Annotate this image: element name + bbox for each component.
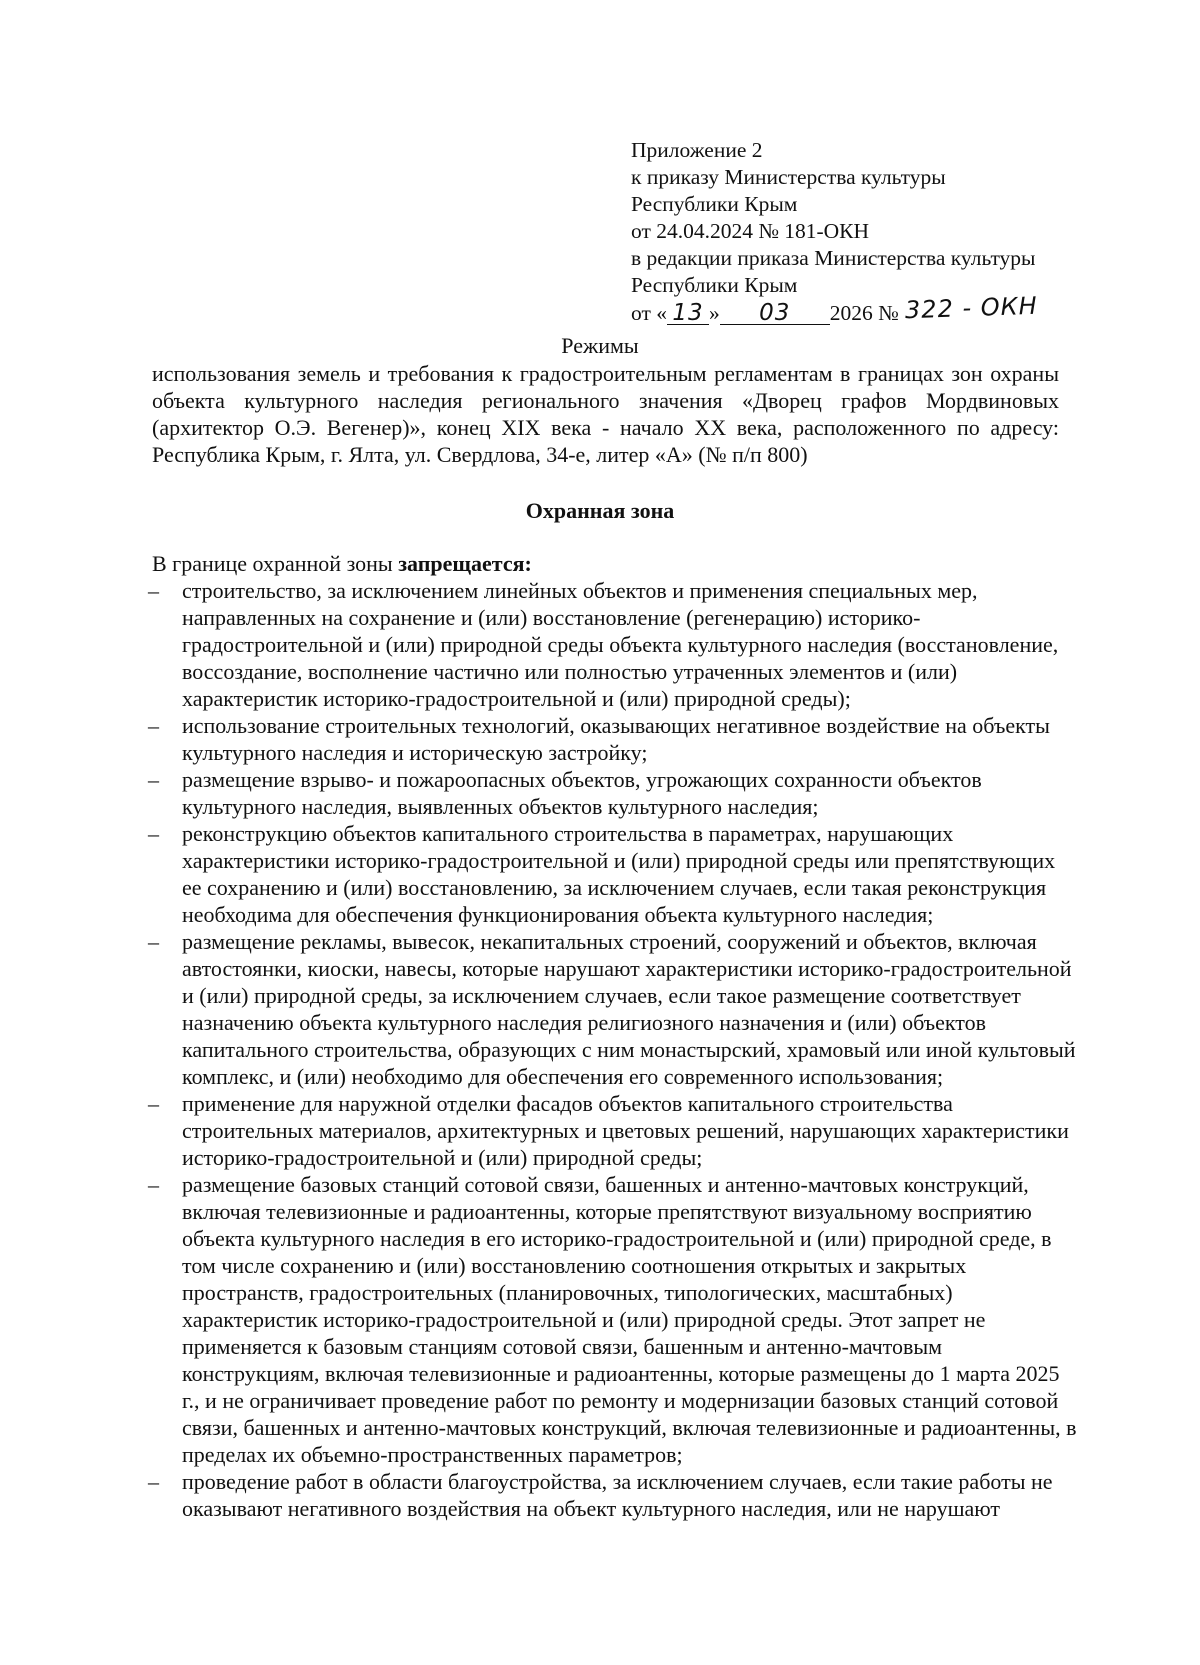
appendix-line-5: в редакции приказа Министерства культуры bbox=[631, 246, 1036, 270]
appendix-line-2: к приказу Министерства культуры bbox=[631, 165, 946, 189]
handwritten-order-number: 322 - ОКН bbox=[904, 291, 1038, 325]
dash-bullet: – bbox=[148, 578, 159, 603]
document-title: Режимы bbox=[561, 333, 639, 358]
dash-bullet: – bbox=[148, 1172, 159, 1197]
intro-prefix: В границе охранной зоны bbox=[152, 551, 399, 576]
list-item-text: размещение рекламы, вывесок, некапитальных строений, сооружений и объектов, включая автостоянки, киоски, навесы, которые нарушают характеристики историко-градостроительной и (или) природной среды, за исключением случаев, если такое размещение соответствует назначению объекта культурного наследия религиозного назначения и (или) объектов капитального строительства, образующих с ним монастырский, храмовый или иной культовый комплекс, и (или) необходимо для обеспечения его современного использования; bbox=[182, 929, 1076, 1089]
appendix-header bbox=[631, 137, 1151, 327]
appendix-line-4: от 24.04.2024 № 181-ОКН bbox=[631, 219, 870, 243]
intro-bold: запрещается: bbox=[398, 551, 532, 576]
list-item-text: использование строительных технологий, оказывающих негативное воздействие на объекты культурного наследия и историческую застройку; bbox=[182, 713, 1050, 765]
document-subtitle: использования земель и требования к градостроительным регламентам в границах зон охраны объекта культурного наследия регионального значения «Дворец графов Мордвиновых (архитектор О.Э. Вегенер)», конец XIX века - начало XX века, расположенного по адресу: Республика Крым, г. Ялта, ул. Свердлова, 34-е, литер «А» (№ п/п 800) bbox=[152, 361, 1059, 467]
handwritten-month: 03 bbox=[720, 302, 830, 325]
dash-bullet: – bbox=[148, 767, 159, 792]
list-item-text: применение для наружной отделки фасадов объектов капитального строительства строительных материалов, архитектурных и цветовых решений, нарушающих характеристики историко-градостроительной и (или) природной среды; bbox=[182, 1091, 1069, 1170]
list-item bbox=[148, 1090, 1078, 1171]
appendix-line-1: Приложение 2 bbox=[631, 138, 763, 162]
handwritten-day: 13 bbox=[667, 302, 709, 325]
list-item-text: реконструкцию объектов капитального строительства в параметрах, нарушающих характеристики историко-градостроительной и (или) природной среды или препятствующих ее сохранению и (или) восстановлению, за исключением случаев, если такая реконструкция необходима для обеспечения функционирования объекта культурного наследия; bbox=[182, 821, 1056, 927]
prohibitions-list bbox=[148, 577, 1078, 1522]
list-item bbox=[148, 928, 1078, 1090]
list-item-text: строительство, за исключением линейных объектов и применения специальных мер, направленных на сохранение и (или) восстановление (регенерацию) историко-градостроительной и (или) природной среды объекта культурного наследия (восстановление, воссоздание, восполнение частично или полностью утраченных элементов и (или) характеристик историко-градостроительной и (или) природной среды); bbox=[182, 578, 1059, 711]
list-item bbox=[148, 712, 1078, 766]
list-item bbox=[148, 1468, 1078, 1522]
list-item-text: проведение работ в области благоустройства, за исключением случаев, если такие работы не оказывают негативного воздействия на объект культурного наследия, или не нарушают bbox=[182, 1469, 1053, 1521]
dash-bullet: – bbox=[148, 1469, 159, 1494]
date-mid: » bbox=[709, 301, 720, 325]
list-item bbox=[148, 577, 1078, 712]
date-suffix: 2026 № bbox=[829, 301, 899, 325]
dash-bullet: – bbox=[148, 1091, 159, 1116]
appendix-line-6: Республики Крым bbox=[631, 273, 798, 297]
dash-bullet: – bbox=[148, 713, 159, 738]
date-prefix: от « bbox=[631, 301, 667, 325]
list-item bbox=[148, 820, 1078, 928]
list-item-text: размещение взрыво- и пожароопасных объектов, угрожающих сохранности объектов культурного наследия, выявленных объектов культурного наследия; bbox=[182, 767, 982, 819]
intro-paragraph bbox=[152, 550, 532, 577]
list-item bbox=[148, 766, 1078, 820]
section-title: Охранная зона bbox=[525, 498, 675, 523]
list-item-text: размещение базовых станций сотовой связи, башенных и антенно-мачтовых конструкций, включая телевизионные и радиоантенны, которые препятствуют визуальному восприятию объекта культурного наследия в его историко-градостроительной и (или) природной среде, в том числе сохранению и (или) восстановлению соотношения открытых и закрытых пространств, градостроительных (планировочных, типологических, масштабных) характеристик историко-градостроительной и (или) природной среды. Этот запрет не применяется к базовым станциям сотовой связи, башенным и антенно-мачтовым конструкциям, включая телевизионные и радиоантенны, которые размещены до 1 марта 2025 г., и не ограничивает проведение работ по ремонту и модернизации базовых станций сотовой связи, башенных и антенно-мачтовых конструкций, включая телевизионные и радиоантенны, в пределах их объемно-пространственных параметров; bbox=[182, 1172, 1077, 1467]
dash-bullet: – bbox=[148, 929, 159, 954]
appendix-date-line bbox=[631, 291, 1151, 327]
dash-bullet: – bbox=[148, 821, 159, 846]
appendix-line-3: Республики Крым bbox=[631, 192, 798, 216]
list-item bbox=[148, 1171, 1078, 1468]
